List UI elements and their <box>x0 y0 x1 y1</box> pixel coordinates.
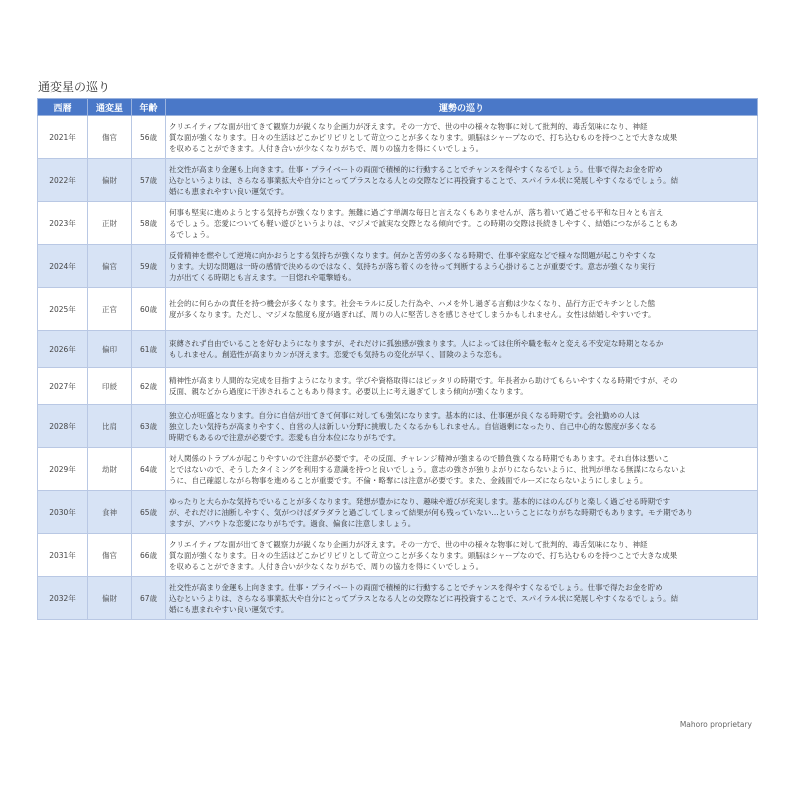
table-row <box>38 534 758 577</box>
table-row <box>38 368 758 405</box>
fortune-line: 社交性が高まり金運も上向きます。仕事・プライベートの両面で積極的に行動することでチャンスを得やすくなるでしょう。仕事で得たお金を貯め <box>169 582 663 592</box>
cell-star: 正財 <box>88 202 132 245</box>
fortune-line: 対人関係のトラブルが起こりやすいので注意が必要です。その反面、チャレンジ精神が強まるので勝負強くなる時期でもあります。それ自体は悪いこ <box>169 453 670 463</box>
cell-age: 62歳 <box>132 368 166 405</box>
fortune-line: 反面、親などから過度に干渉されることもあり得ます。必要以上に考え過ぎてしまう傾向が強くなります。 <box>169 387 528 396</box>
table-body <box>38 116 758 620</box>
header-star: 通変星 <box>88 99 132 116</box>
cell-star: 偏印 <box>88 331 132 368</box>
fortune-line: ります。大切な問題は一時の感情で決めるのではなく、気持ちが落ち着くのを待って判断するよう心掛けることが重要です。意志が強くなり実行 <box>169 261 656 271</box>
fortune-line: うに、自己確認しながら物事を進めることが重要です。不倫・略奪には注意が必要です。また、金銭面でルーズにならないようにしましょう。 <box>169 475 648 485</box>
cell-fortune <box>166 202 758 245</box>
fortune-line: クリエイティブな面が出てきて観察力が鋭くなり企画力が冴えます。その一方で、世の中の様々な物事に対して批判的、毒舌気味になり、神経 <box>169 121 648 131</box>
fortune-line: ますが、アバウトな恋愛になりがちです。過食、偏食に注意しましょう。 <box>169 518 416 528</box>
fortune-line: 質な面が強くなります。日々の生活はどこかピリピリとして苛立つことが多くなります。頭脳はシャープなので、打ち込むものを持つことで大きな成果 <box>169 132 678 142</box>
cell-fortune <box>166 491 758 534</box>
table-row <box>38 577 758 620</box>
header-year: 西暦 <box>38 99 88 116</box>
cell-age: 64歳 <box>132 448 166 491</box>
cell-age: 61歳 <box>132 331 166 368</box>
cell-star: 偏財 <box>88 577 132 620</box>
fortune-line: 婚にも恵まれやすい良い運気です。 <box>169 604 289 614</box>
cell-star: 偏財 <box>88 159 132 202</box>
fortune-line: 独立心が旺盛となります。自分に自信が出てきて何事に対しても強気になります。基本的には、仕事運が良くなる時期です。会社勤めの人は <box>169 410 640 420</box>
fortune-line: 社会的に何らかの責任を持つ機会が多くなります。社会モラルに反した行為や、ハメを外し過ぎる言動は少なくなり、品行方正でキチンとした態 <box>169 299 656 308</box>
fortune-line: 何事も堅実に進めようとする気持ちが強くなります。無難に過ごす単調な毎日と言えなくもありませんが、落ち着いて過ごせる平和な日々とも言え <box>169 207 664 217</box>
cell-fortune <box>166 534 758 577</box>
cell-star: 食神 <box>88 491 132 534</box>
cell-year: 2024年 <box>38 245 88 288</box>
table-row <box>38 448 758 491</box>
fortune-line: 独立したい気持ちが高まりやすく、自営の人は新しい分野に挑戦したくなるかもしれません。自信過剰になったり、自己中心的な態度が多くなる <box>169 421 657 431</box>
cell-age: 60歳 <box>132 288 166 331</box>
fortune-line: 込むというよりは、さらなる事業拡大や自分にとってプラスとなる人との交際などに再投資することで、スパイラル状に発展しやすくなるでしょう。結 <box>169 175 679 185</box>
fortune-line: 精神性が高まり人間的な完成を目指すようになります。学びや資格取得にはピッタリの時期です。年長者から助けてもらいやすくなる時期ですが、その <box>169 376 678 385</box>
cell-year: 2031年 <box>38 534 88 577</box>
table-row <box>38 159 758 202</box>
fortune-line: を収めることができます。人付き合いが少なくなりがちで、周りの協力を得にくいでしょう。 <box>169 143 484 153</box>
footer-text: Mahoro proprietary <box>679 720 752 729</box>
cell-year: 2022年 <box>38 159 88 202</box>
cell-fortune <box>166 245 758 288</box>
table-row <box>38 491 758 534</box>
cell-fortune <box>166 405 758 448</box>
fortune-line: るでしょう。 <box>169 229 214 239</box>
cell-fortune <box>166 448 758 491</box>
cell-year: 2032年 <box>38 577 88 620</box>
fortune-line: が、それだけに油断しやすく、気がつけばダラダラと過ごしてしまって結果が何も残っていない…ということになりがちな時期でもあります。モテ期であり <box>169 507 694 517</box>
cell-star: 傷官 <box>88 116 132 159</box>
cell-star: 劫財 <box>88 448 132 491</box>
fortune-line: もしれません。創造性が高まりカンが冴えます。恋愛でも気持ちの変化が早く、冒険のような恋も。 <box>169 350 507 359</box>
cell-star: 比肩 <box>88 405 132 448</box>
cell-year: 2027年 <box>38 368 88 405</box>
cell-age: 56歳 <box>132 116 166 159</box>
fortune-line: 社交性が高まり金運も上向きます。仕事・プライベートの両面で積極的に行動することでチャンスを得やすくなるでしょう。仕事で得たお金を貯め <box>169 164 663 174</box>
cell-year: 2029年 <box>38 448 88 491</box>
cell-year: 2026年 <box>38 331 88 368</box>
table-row <box>38 245 758 288</box>
fortune-line: クリエイティブな面が出てきて観察力が鋭くなり企画力が冴えます。その一方で、世の中の様々な物事に対して批判的、毒舌気味になり、神経 <box>169 539 648 549</box>
table-row <box>38 331 758 368</box>
fortune-line: るでしょう。恋愛についても軽い遊びというよりは、マジメで誠実な交際となる傾向です。この時期の交際は長続きしやすく、結婚につながることもあ <box>169 218 678 228</box>
cell-star: 正官 <box>88 288 132 331</box>
cell-star: 偏官 <box>88 245 132 288</box>
table-row <box>38 405 758 448</box>
table-header-row <box>38 99 758 116</box>
cell-fortune <box>166 577 758 620</box>
cell-age: 58歳 <box>132 202 166 245</box>
fortune-line: 束縛されず自由でいることを好むようになりますが、それだけに孤独感が強まります。人によっては住所や職を転々と変える不安定な時期となるか <box>169 339 664 348</box>
fortune-line: 込むというよりは、さらなる事業拡大や自分にとってプラスとなる人との交際などに再投資することで、スパイラル状に発展しやすくなるでしょう。結 <box>169 593 679 603</box>
fortune-line: 時期でもあるので注意が必要です。恋愛も自分本位になりがちです。 <box>169 432 401 442</box>
page-title: 通変星の巡り <box>38 80 111 94</box>
fortune-line: ゆったりと大らかな気持ちでいることが多くなります。発想が豊かになり、趣味や遊びが充実します。基本的にはのんびりと楽しく過ごせる時期です <box>169 496 671 506</box>
header-fortune: 運勢の巡り <box>166 99 758 116</box>
cell-age: 63歳 <box>132 405 166 448</box>
cell-age: 66歳 <box>132 534 166 577</box>
fortune-line: 力が出てくる時期とも言えます。一目惚れや電撃婚も。 <box>169 272 356 282</box>
cell-star: 印綬 <box>88 368 132 405</box>
cell-age: 57歳 <box>132 159 166 202</box>
fortune-line: 質な面が強くなります。日々の生活はどこかピリピリとして苛立つことが多くなります。頭脳はシャープなので、打ち込むものを持つことで大きな成果 <box>169 550 678 560</box>
cell-age: 67歳 <box>132 577 166 620</box>
table-row <box>38 202 758 245</box>
cell-star: 傷官 <box>88 534 132 577</box>
cell-year: 2023年 <box>38 202 88 245</box>
fortune-line: 度が多くなります。ただし、マジメな態度も度が過ぎれば、周りの人に堅苦しさを感じさせてしまうかもしれません。女性は結婚しやすいです。 <box>169 310 656 319</box>
cell-age: 65歳 <box>132 491 166 534</box>
cell-fortune <box>166 288 758 331</box>
table-row <box>38 288 758 331</box>
cell-age: 59歳 <box>132 245 166 288</box>
cell-year: 2021年 <box>38 116 88 159</box>
cell-year: 2028年 <box>38 405 88 448</box>
cell-year: 2025年 <box>38 288 88 331</box>
fortune-line: とではないので、そうしたタイミングを利用する意識を持つと良いでしょう。意志の強さが独りよがりにならないように、批判が単なる無謀にならないよ <box>169 464 687 474</box>
fortune-line: 婚にも恵まれやすい良い運気です。 <box>169 186 289 196</box>
cell-year: 2030年 <box>38 491 88 534</box>
cell-fortune <box>166 159 758 202</box>
table-row <box>38 116 758 159</box>
fortune-line: 反骨精神を燃やして逆境に向かおうとする気持ちが強くなります。何かと苦労の多くなる時期で、仕事や家庭などで様々な問題が起こりやすくな <box>169 250 656 260</box>
fortune-line: を収めることができます。人付き合いが少なくなりがちで、周りの協力を得にくいでしょう。 <box>169 561 484 571</box>
cell-fortune <box>166 331 758 368</box>
cell-fortune <box>166 116 758 159</box>
cell-fortune <box>166 368 758 405</box>
header-age: 年齢 <box>132 99 166 116</box>
fortune-table <box>37 98 758 620</box>
